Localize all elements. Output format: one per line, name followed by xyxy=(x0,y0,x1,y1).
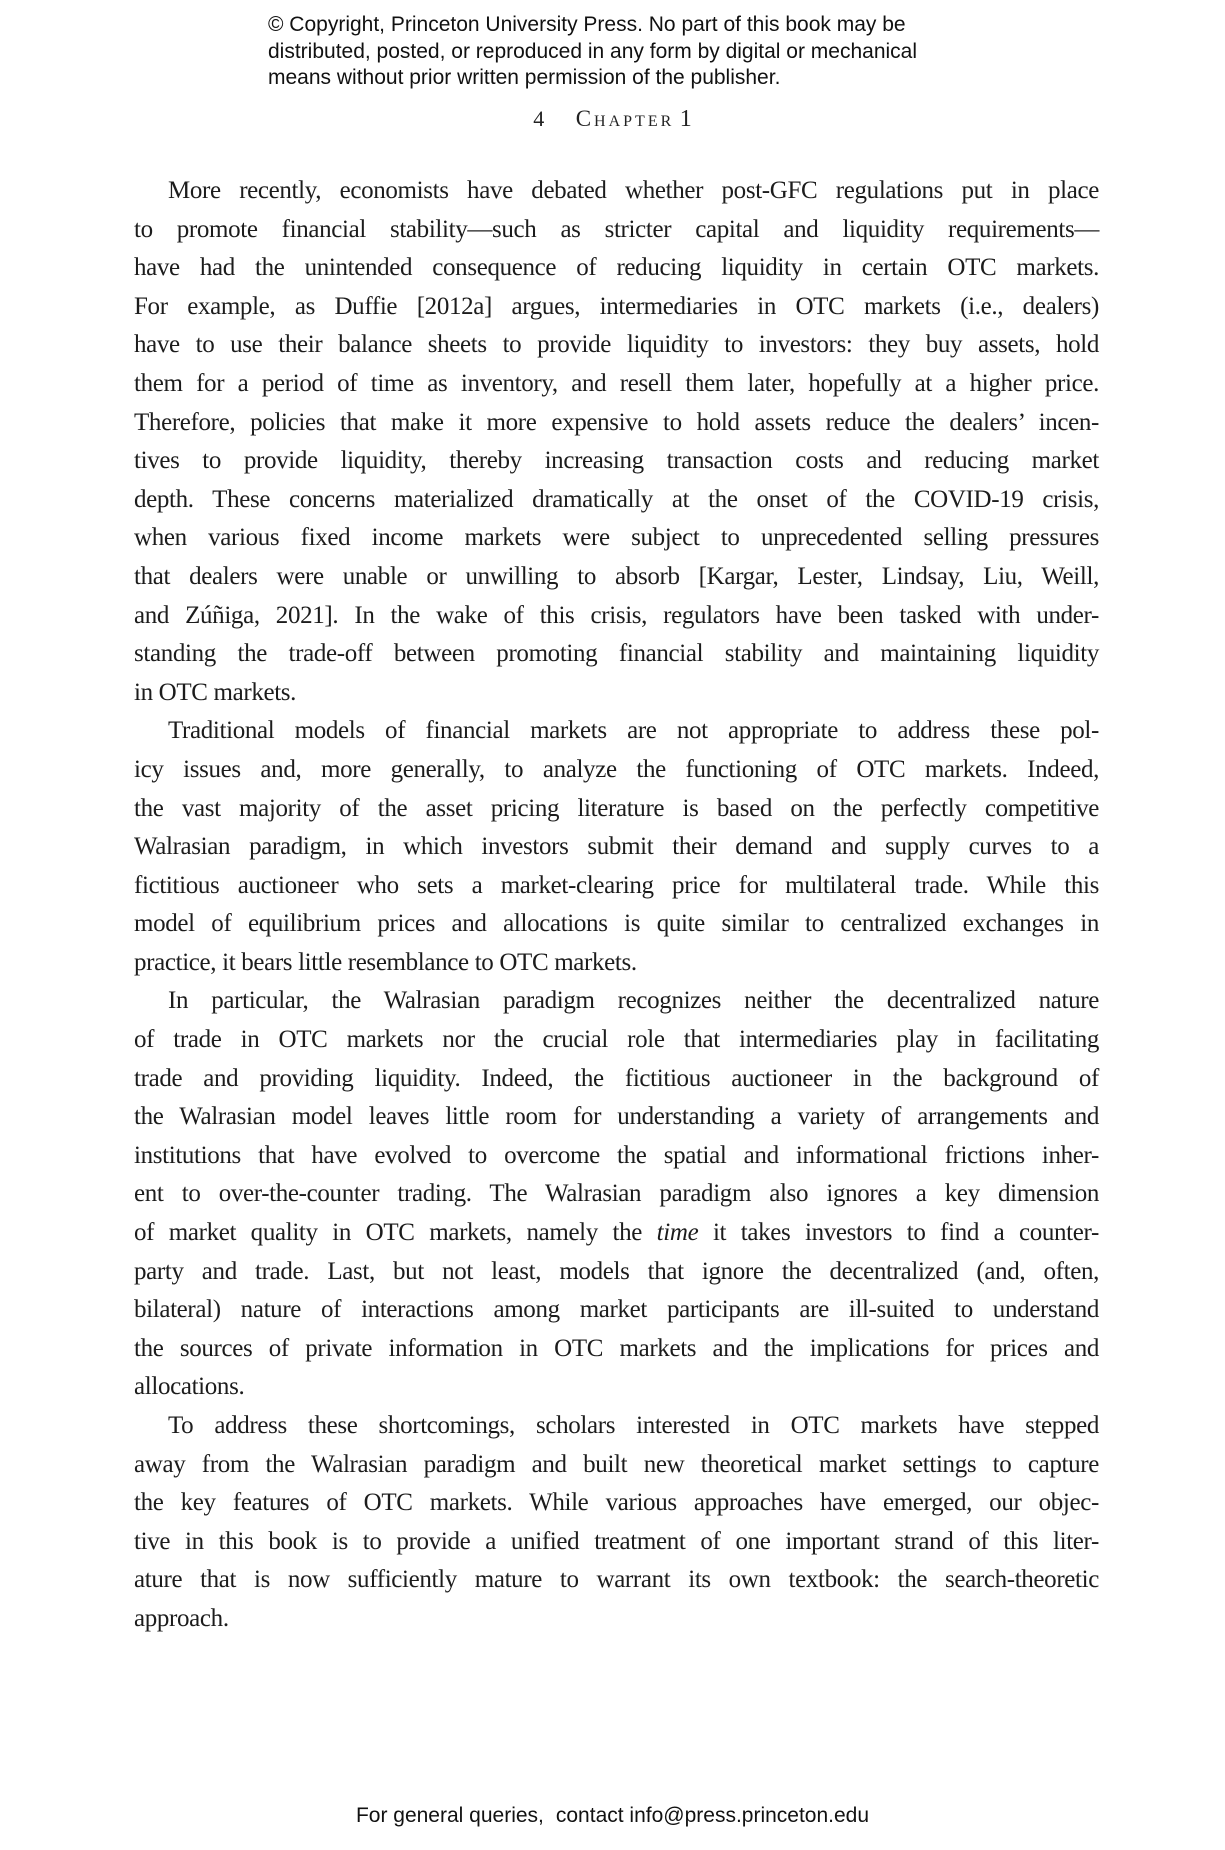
text-line: that dealers were unable or unwilling to absorb [Kargar, Lester, Lindsay, Liu, Weill, xyxy=(134,562,1099,590)
text-line: approach. xyxy=(134,1604,229,1632)
footer-email-link[interactable]: contact info@press.princeton.edu xyxy=(555,1804,870,1827)
running-head xyxy=(0,106,1225,133)
text-line: Walrasian paradigm, in which investors submit their demand and supply curves to a xyxy=(134,833,1099,861)
paragraph-1 xyxy=(134,172,1099,712)
page-number: 4 xyxy=(533,106,545,131)
text-line: practice, it bears little resemblance to OTC markets. xyxy=(134,948,637,976)
text-line: In particular, the Walrasian paradigm recognizes neither the decentralized nature xyxy=(168,987,1099,1015)
text-line: ent to over-the-counter trading. The Walrasian paradigm also ignores a key dimension xyxy=(134,1180,1099,1208)
italic-term: time xyxy=(656,1219,699,1247)
text-line: bilateral) nature of interactions among market participants are ill-suited to understand xyxy=(134,1296,1099,1324)
text-line: the key features of OTC markets. While various approaches have emerged, our objec- xyxy=(134,1489,1099,1517)
text-line: to promote financial stability—such as stricter capital and liquidity requirements— xyxy=(134,215,1099,243)
paragraph-2 xyxy=(134,712,1099,982)
text-line: away from the Walrasian paradigm and built new theoretical market settings to capture xyxy=(134,1450,1099,1478)
text-line: For example, as Duffie [2012a] argues, intermediaries in OTC markets (i.e., dealers) xyxy=(134,292,1099,320)
text-line: model of equilibrium prices and allocations is quite similar to centralized exchanges in xyxy=(134,910,1099,938)
text-line: party and trade. Last, but not least, models that ignore the decentralized (and, often, xyxy=(134,1257,1099,1285)
text-line: the Walrasian model leaves little room for understanding a variety of arrangements and xyxy=(134,1103,1099,1131)
text-line: Traditional models of financial markets are not appropriate to address these pol- xyxy=(168,717,1099,745)
text-line: the vast majority of the asset pricing literature is based on the perfectly competitive xyxy=(134,794,1099,822)
text-line: institutions that have evolved to overcome the spatial and informational frictions inher- xyxy=(134,1141,1099,1169)
text-line: Therefore, policies that make it more expensive to hold assets reduce the dealers’ incen- xyxy=(134,408,1099,436)
text-line: and Zúñiga, 2021]. In the wake of this crisis, regulators have been tasked with under- xyxy=(134,601,1099,629)
text-line: of trade in OTC markets nor the crucial role that intermediaries play in facilitating xyxy=(134,1026,1099,1054)
text-line: tives to provide liquidity, thereby increasing transaction costs and reducing market xyxy=(134,447,1099,475)
text-line: them for a period of time as inventory, and resell them later, hopefully at a higher price. xyxy=(134,369,1099,397)
text-line: trade and providing liquidity. Indeed, the fictitious auctioneer in the background of xyxy=(134,1064,1099,1092)
text-line: More recently, economists have debated whether post-GFC regulations put in place xyxy=(168,177,1099,204)
chapter-number: 1 xyxy=(679,106,692,132)
text-line: ature that is now sufficiently mature to warrant its own textbook: the search-theoretic xyxy=(134,1566,1099,1594)
text-line: when various fixed income markets were subject to unprecedented selling pressures xyxy=(134,524,1099,552)
text-line: tive in this book is to provide a unified treatment of one important strand of this liter- xyxy=(134,1527,1099,1555)
paragraph-3 xyxy=(134,982,1099,1407)
text-line: fictitious auctioneer who sets a market-clearing price for multilateral trade. While this xyxy=(134,871,1099,899)
text-run: of market quality in OTC markets, namely the xyxy=(134,1219,657,1247)
text-line: standing the trade-off between promoting financial stability and maintaining liquidity xyxy=(134,640,1099,668)
footer-prefix: For general queries, xyxy=(355,1804,544,1827)
text-line: in OTC markets. xyxy=(134,678,297,706)
copyright-line: means without prior written permission of the publisher. xyxy=(268,66,781,89)
chapter-label: Chapter xyxy=(575,106,675,131)
text-line: the sources of private information in OTC markets and the implications for prices and xyxy=(134,1334,1099,1362)
text-line: To address these shortcomings, scholars interested in OTC markets have stepped xyxy=(168,1412,1099,1439)
copyright-line: © Copyright, Princeton University Press. No part of this book may be xyxy=(268,13,906,36)
footer-contact xyxy=(0,1804,1225,1828)
text-line: icy issues and, more generally, to analyze the functioning of OTC markets. Indeed, xyxy=(134,755,1099,783)
body-text xyxy=(134,172,1099,1639)
paragraph-4 xyxy=(134,1407,1099,1639)
text-run: it takes investors to find a counter- xyxy=(698,1219,1099,1247)
copyright-line: distributed, posted, or reproduced in any form by digital or mechanical xyxy=(268,39,918,63)
text-line: depth. These concerns materialized dramatically at the onset of the COVID-19 crisis, xyxy=(134,485,1099,513)
copyright-notice xyxy=(268,12,1028,92)
text-line: have had the unintended consequence of reducing liquidity in certain OTC markets. xyxy=(134,254,1099,282)
text-line-with-italic xyxy=(134,1214,1099,1253)
text-line: have to use their balance sheets to provide liquidity to investors: they buy assets, hold xyxy=(134,331,1099,359)
text-line: allocations. xyxy=(134,1373,245,1401)
